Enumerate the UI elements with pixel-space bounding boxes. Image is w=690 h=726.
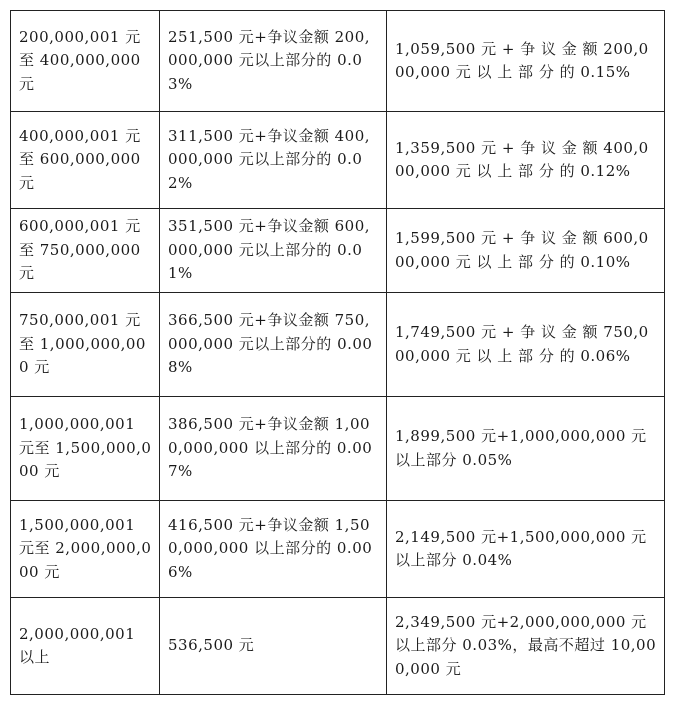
fee-table-body [11,11,665,695]
amount-range-cell: 200,000,001 元至 400,000,000元 [11,11,160,112]
fee-b-cell: 1,359,500 元 + 争 议 金 额 400,000,000 元 以 上 部 分 的 0.12% [387,112,665,209]
fee-b-cell: 1,749,500 元 + 争 议 金 额 750,000,000 元 以 上 部 分 的 0.06% [387,293,665,397]
fee-a-cell: 386,500 元+争议金额 1,000,000,000 以上部分的 0.007% [160,397,387,501]
table-row [11,501,665,598]
table-row [11,397,665,501]
fee-a-cell: 366,500 元+争议金额 750,000,000 元以上部分的 0.008% [160,293,387,397]
fee-b-cell: 2,349,500 元+2,000,000,000 元以上部分 0.03%，最高不超过 10,000,000 元 [387,598,665,695]
amount-range-cell: 1,000,000,001 元至 1,500,000,000 元 [11,397,160,501]
amount-range-cell: 400,000,001 元至 600,000,000元 [11,112,160,209]
fee-schedule-table [10,10,665,695]
fee-a-cell: 311,500 元+争议金额 400,000,000 元以上部分的 0.02% [160,112,387,209]
table-row [11,293,665,397]
fee-a-cell: 536,500 元 [160,598,387,695]
table-row [11,209,665,293]
fee-b-cell: 1,899,500 元+1,000,000,000 元以上部分 0.05% [387,397,665,501]
fee-a-cell: 251,500 元+争议金额 200,000,000 元以上部分的 0.03% [160,11,387,112]
amount-range-cell: 600,000,001 元至 750,000,000元 [11,209,160,293]
fee-b-cell: 2,149,500 元+1,500,000,000 元以上部分 0.04% [387,501,665,598]
table-row [11,112,665,209]
table-row [11,11,665,112]
amount-range-cell: 750,000,001 元至 1,000,000,000 元 [11,293,160,397]
amount-range-cell: 2,000,000,001 以上 [11,598,160,695]
table-row [11,598,665,695]
fee-b-cell: 1,059,500 元 + 争 议 金 额 200,000,000 元 以 上 部 分 的 0.15% [387,11,665,112]
fee-a-cell: 351,500 元+争议金额 600,000,000 元以上部分的 0.01% [160,209,387,293]
fee-b-cell: 1,599,500 元 + 争 议 金 额 600,000,000 元 以 上 部 分 的 0.10% [387,209,665,293]
amount-range-cell: 1,500,000,001 元至 2,000,000,000 元 [11,501,160,598]
fee-a-cell: 416,500 元+争议金额 1,500,000,000 以上部分的 0.006% [160,501,387,598]
